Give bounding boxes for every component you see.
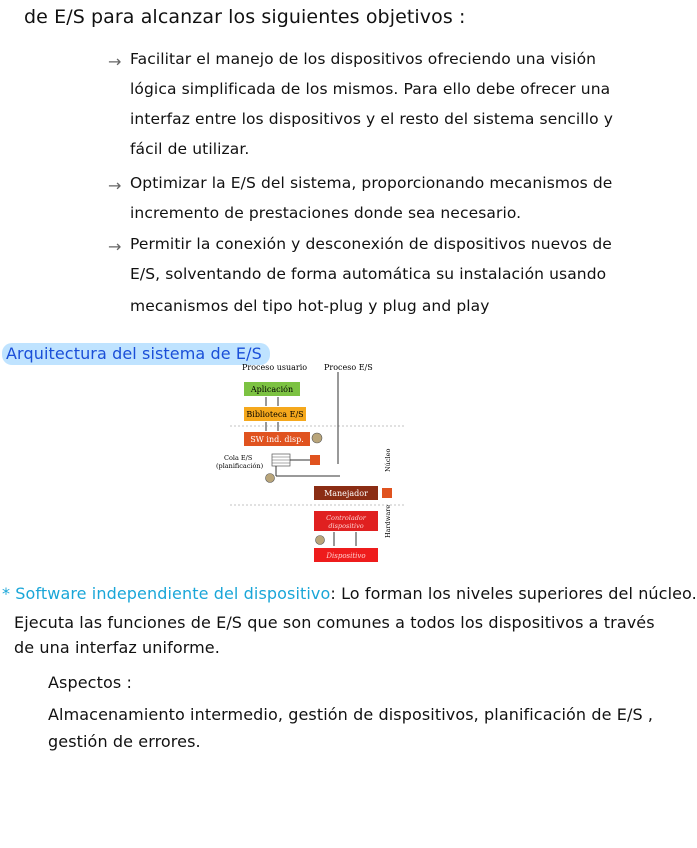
io-architecture-diagram — [210, 360, 420, 566]
box-controlador-label-1: Controlador — [326, 514, 366, 522]
box-manejador-label: Manejador — [324, 489, 368, 498]
software-title — [2, 584, 697, 603]
label-proceso-es: Proceso E/S — [324, 363, 373, 372]
label-planificacion: (planificación) — [216, 462, 264, 470]
bullet-2-line-2: incremento de prestaciones donde sea necesario. — [130, 204, 522, 222]
box-sw-label: SW ind. disp. — [250, 435, 304, 444]
label-nucleo: Núcleo — [384, 448, 392, 472]
box-dispositivo-label: Dispositivo — [326, 552, 366, 560]
bullet-1-line-2: lógica simplificada de los mismos. Para ello debe ofrecer una — [130, 80, 611, 98]
software-title-highlight: * Software independiente del dispositivo — [2, 584, 331, 603]
box-biblioteca-label: Biblioteca E/S — [246, 410, 304, 419]
label-hardware: Hardware — [384, 504, 392, 538]
arrow-icon: → — [108, 176, 122, 195]
software-line-2: Ejecuta las funciones de E/S que son comunes a todos los dispositivos a través — [14, 613, 655, 632]
bullet-3-line-2: E/S, solventando de forma automática su instalación usando — [130, 265, 607, 283]
section-heading-text: Arquitectura del sistema de E/S — [2, 343, 270, 365]
process-marker — [310, 455, 320, 465]
arrow-icon: → — [108, 52, 122, 71]
intro-text: de E/S para alcanzar los siguientes objetivos : — [24, 6, 466, 28]
aspects-line-2: gestión de errores. — [48, 732, 201, 751]
box-controlador-label-2: dispositivo — [328, 522, 364, 530]
label-cola: Cola E/S — [224, 454, 253, 462]
box-aplicacion-label: Aplicación — [250, 385, 294, 394]
software-line-3: de una interfaz uniforme. — [14, 638, 220, 657]
bullet-1-line-1: Facilitar el manejo de los dispositivos ofreciendo una visión — [130, 50, 597, 68]
bullet-3-line-1: Permitir la conexión y desconexión de dispositivos nuevos de — [130, 235, 612, 253]
aspects-line-1: Almacenamiento intermedio, gestión de dispositivos, planificación de E/S , — [48, 705, 654, 724]
gear-icon — [316, 536, 325, 545]
bullet-3-line-3: mecanismos del tipo hot-plug y plug and play — [130, 297, 490, 315]
bullet-1-line-4: fácil de utilizar. — [130, 140, 250, 158]
gear-icon — [312, 433, 322, 443]
label-proceso-usuario: Proceso usuario — [242, 363, 308, 372]
diagram-svg — [210, 360, 420, 566]
gear-icon — [266, 474, 275, 483]
process-marker — [382, 488, 392, 498]
arrow-icon: → — [108, 237, 122, 256]
software-title-rest: : Lo forman los niveles superiores del núcleo. — [330, 584, 697, 603]
aspects-label: Aspectos : — [48, 673, 132, 692]
bullet-2-line-1: Optimizar la E/S del sistema, proporcionando mecanismos de — [130, 174, 613, 192]
bullet-1-line-3: interfaz entre los dispositivos y el resto del sistema sencillo y — [130, 110, 613, 128]
